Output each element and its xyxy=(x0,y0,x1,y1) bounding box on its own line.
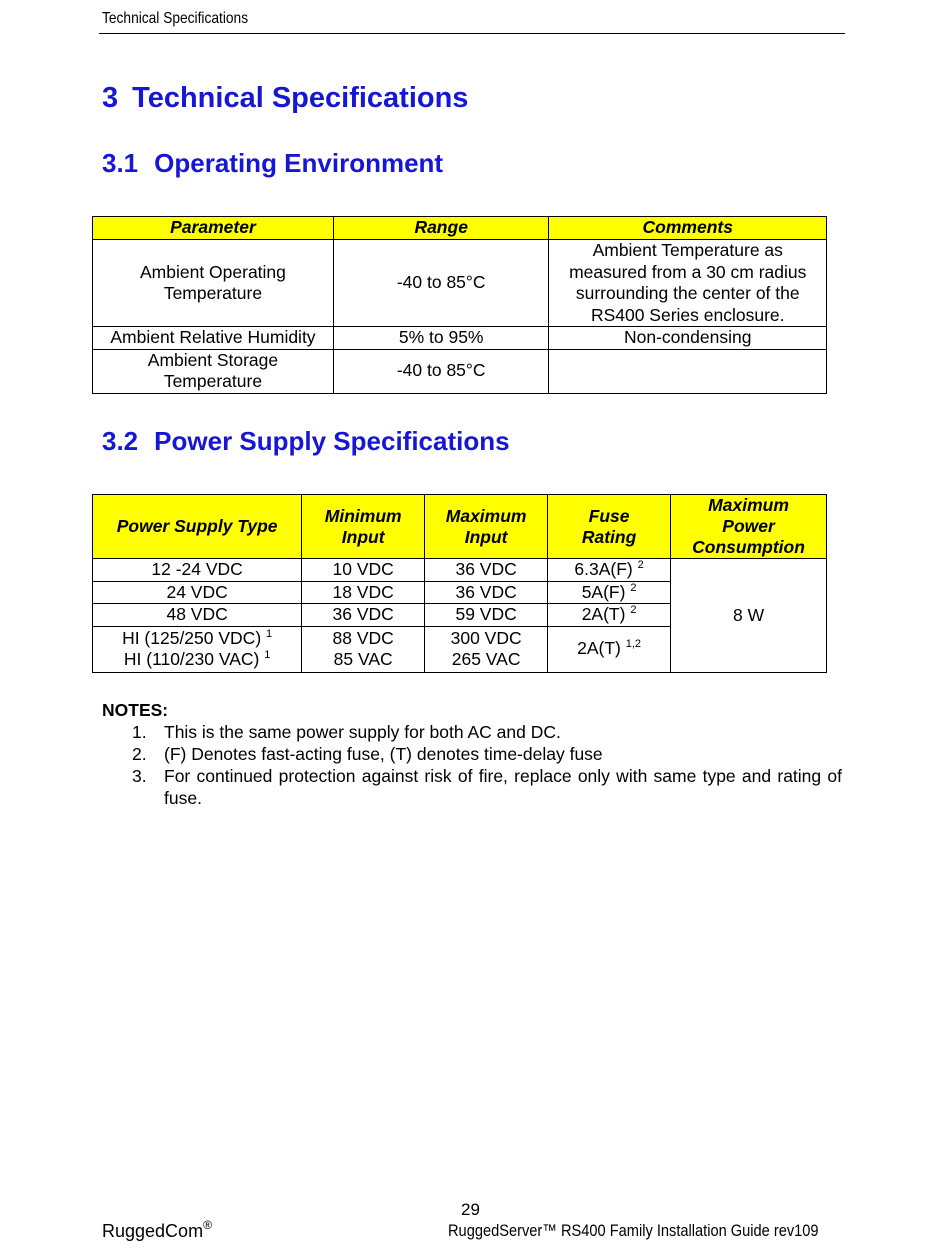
list-item xyxy=(102,765,842,809)
table-cell: Ambient Relative Humidity xyxy=(93,327,334,350)
table-cell: 36 VDC xyxy=(425,559,548,582)
table-cell: 5% to 95% xyxy=(333,327,549,350)
subsection-title: Operating Environment xyxy=(154,148,444,178)
footer-guide-title: RuggedServer™ RS400 Family Installation Guide rev109 xyxy=(448,1221,819,1240)
notes xyxy=(102,699,842,809)
section-heading xyxy=(102,82,468,115)
column-header: Comments xyxy=(549,217,827,240)
table-row xyxy=(93,349,827,393)
company-name: RuggedCom xyxy=(102,1221,204,1241)
column-header: Fuse Rating xyxy=(548,495,671,559)
table-cell: 36 VDC xyxy=(302,604,425,627)
header-rule xyxy=(99,33,845,34)
table-cell xyxy=(548,626,671,672)
footnote-marker: 2 xyxy=(630,581,637,594)
page-number: 29 xyxy=(461,1200,480,1219)
table-row xyxy=(93,559,827,582)
table-cell: 24 VDC xyxy=(93,581,302,604)
power-supply-table xyxy=(92,494,827,673)
footnote-marker: 2 xyxy=(637,559,644,571)
footnote-marker: 2 xyxy=(630,604,637,616)
note-text: (F) Denotes fast-acting fuse, (T) denotes time-delay fuse xyxy=(164,744,603,764)
table-cell xyxy=(302,626,425,672)
column-header: Range xyxy=(333,217,549,240)
table-cell xyxy=(548,604,671,627)
footnote-marker: 1 xyxy=(266,627,273,640)
table-header-row xyxy=(93,217,827,240)
subsection-number: 3.2 xyxy=(102,426,139,456)
footer-company xyxy=(102,1218,212,1242)
note-text: This is the same power supply for both AC and DC. xyxy=(164,722,561,742)
table-cell xyxy=(425,626,548,672)
fuse-rating: 5A(F) xyxy=(581,581,626,602)
fuse-rating: 6.3A(F) xyxy=(574,559,633,579)
cell-line: 300 VDC xyxy=(450,627,522,648)
table-cell: Ambient Temperature as measured from a 30 cm radius surrounding the center of the RS400 Series enclosure. xyxy=(549,240,827,327)
registered-mark: ® xyxy=(203,1218,212,1232)
cell-line: 85 VAC xyxy=(333,649,393,669)
notes-title: NOTES: xyxy=(102,700,169,720)
table-row xyxy=(93,240,827,327)
list-item xyxy=(102,743,842,765)
table-cell: 10 VDC xyxy=(302,559,425,582)
table-cell: 36 VDC xyxy=(425,581,548,604)
cell-line xyxy=(97,649,297,671)
column-header: Minimum Input xyxy=(302,495,425,559)
footnote-marker: 1 xyxy=(264,649,271,661)
table-cell xyxy=(548,581,671,604)
supply-type: HI (110/230 VAC) xyxy=(123,649,260,669)
column-header: Power Supply Type xyxy=(93,495,302,559)
table-cell: Non-condensing xyxy=(549,327,827,350)
column-header: Parameter xyxy=(93,217,334,240)
table-cell: -40 to 85°C xyxy=(333,349,549,393)
table-cell xyxy=(93,626,302,672)
section-number: 3 xyxy=(102,82,119,114)
footnote-marker: 1,2 xyxy=(625,638,642,651)
supply-type: HI (125/250 VDC) xyxy=(122,627,262,648)
table-cell: 12 -24 VDC xyxy=(93,559,302,582)
table-cell xyxy=(548,559,671,582)
max-power-cell: 8 W xyxy=(671,559,827,673)
operating-environment-table xyxy=(92,216,827,394)
table-cell: 18 VDC xyxy=(302,581,425,604)
table-cell: Ambient Operating Temperature xyxy=(93,240,334,327)
power-supply-heading xyxy=(102,426,510,457)
subsection-title: Power Supply Specifications xyxy=(154,426,510,456)
list-item xyxy=(102,721,842,743)
cell-line: 265 VAC xyxy=(451,649,521,669)
column-header: Maximum Power Consumption xyxy=(671,495,827,559)
table-cell: -40 to 85°C xyxy=(333,240,549,327)
fuse-rating: 2A(T) xyxy=(581,604,626,624)
notes-list xyxy=(102,721,842,809)
section-title: Technical Specifications xyxy=(132,82,469,114)
table-cell: Ambient Storage Temperature xyxy=(93,349,334,393)
table-cell: 59 VDC xyxy=(425,604,548,627)
operating-environment-heading xyxy=(102,148,443,179)
cell-line: 88 VDC xyxy=(332,627,394,648)
running-header: Technical Specifications xyxy=(102,10,249,27)
table-header-row xyxy=(93,495,827,559)
note-text: For continued protection against risk of fire, replace only with same type and rating of fuse. xyxy=(164,766,842,808)
subsection-number: 3.1 xyxy=(102,148,139,178)
note-number: 2. xyxy=(132,744,147,764)
note-number: 3. xyxy=(132,766,147,786)
note-number: 1. xyxy=(132,722,147,742)
fuse-rating: 2A(T) xyxy=(577,638,621,659)
table-cell: 48 VDC xyxy=(93,604,302,627)
table-row xyxy=(93,327,827,350)
cell-line xyxy=(97,628,297,650)
column-header: Maximum Input xyxy=(425,495,548,559)
table-cell xyxy=(549,349,827,393)
